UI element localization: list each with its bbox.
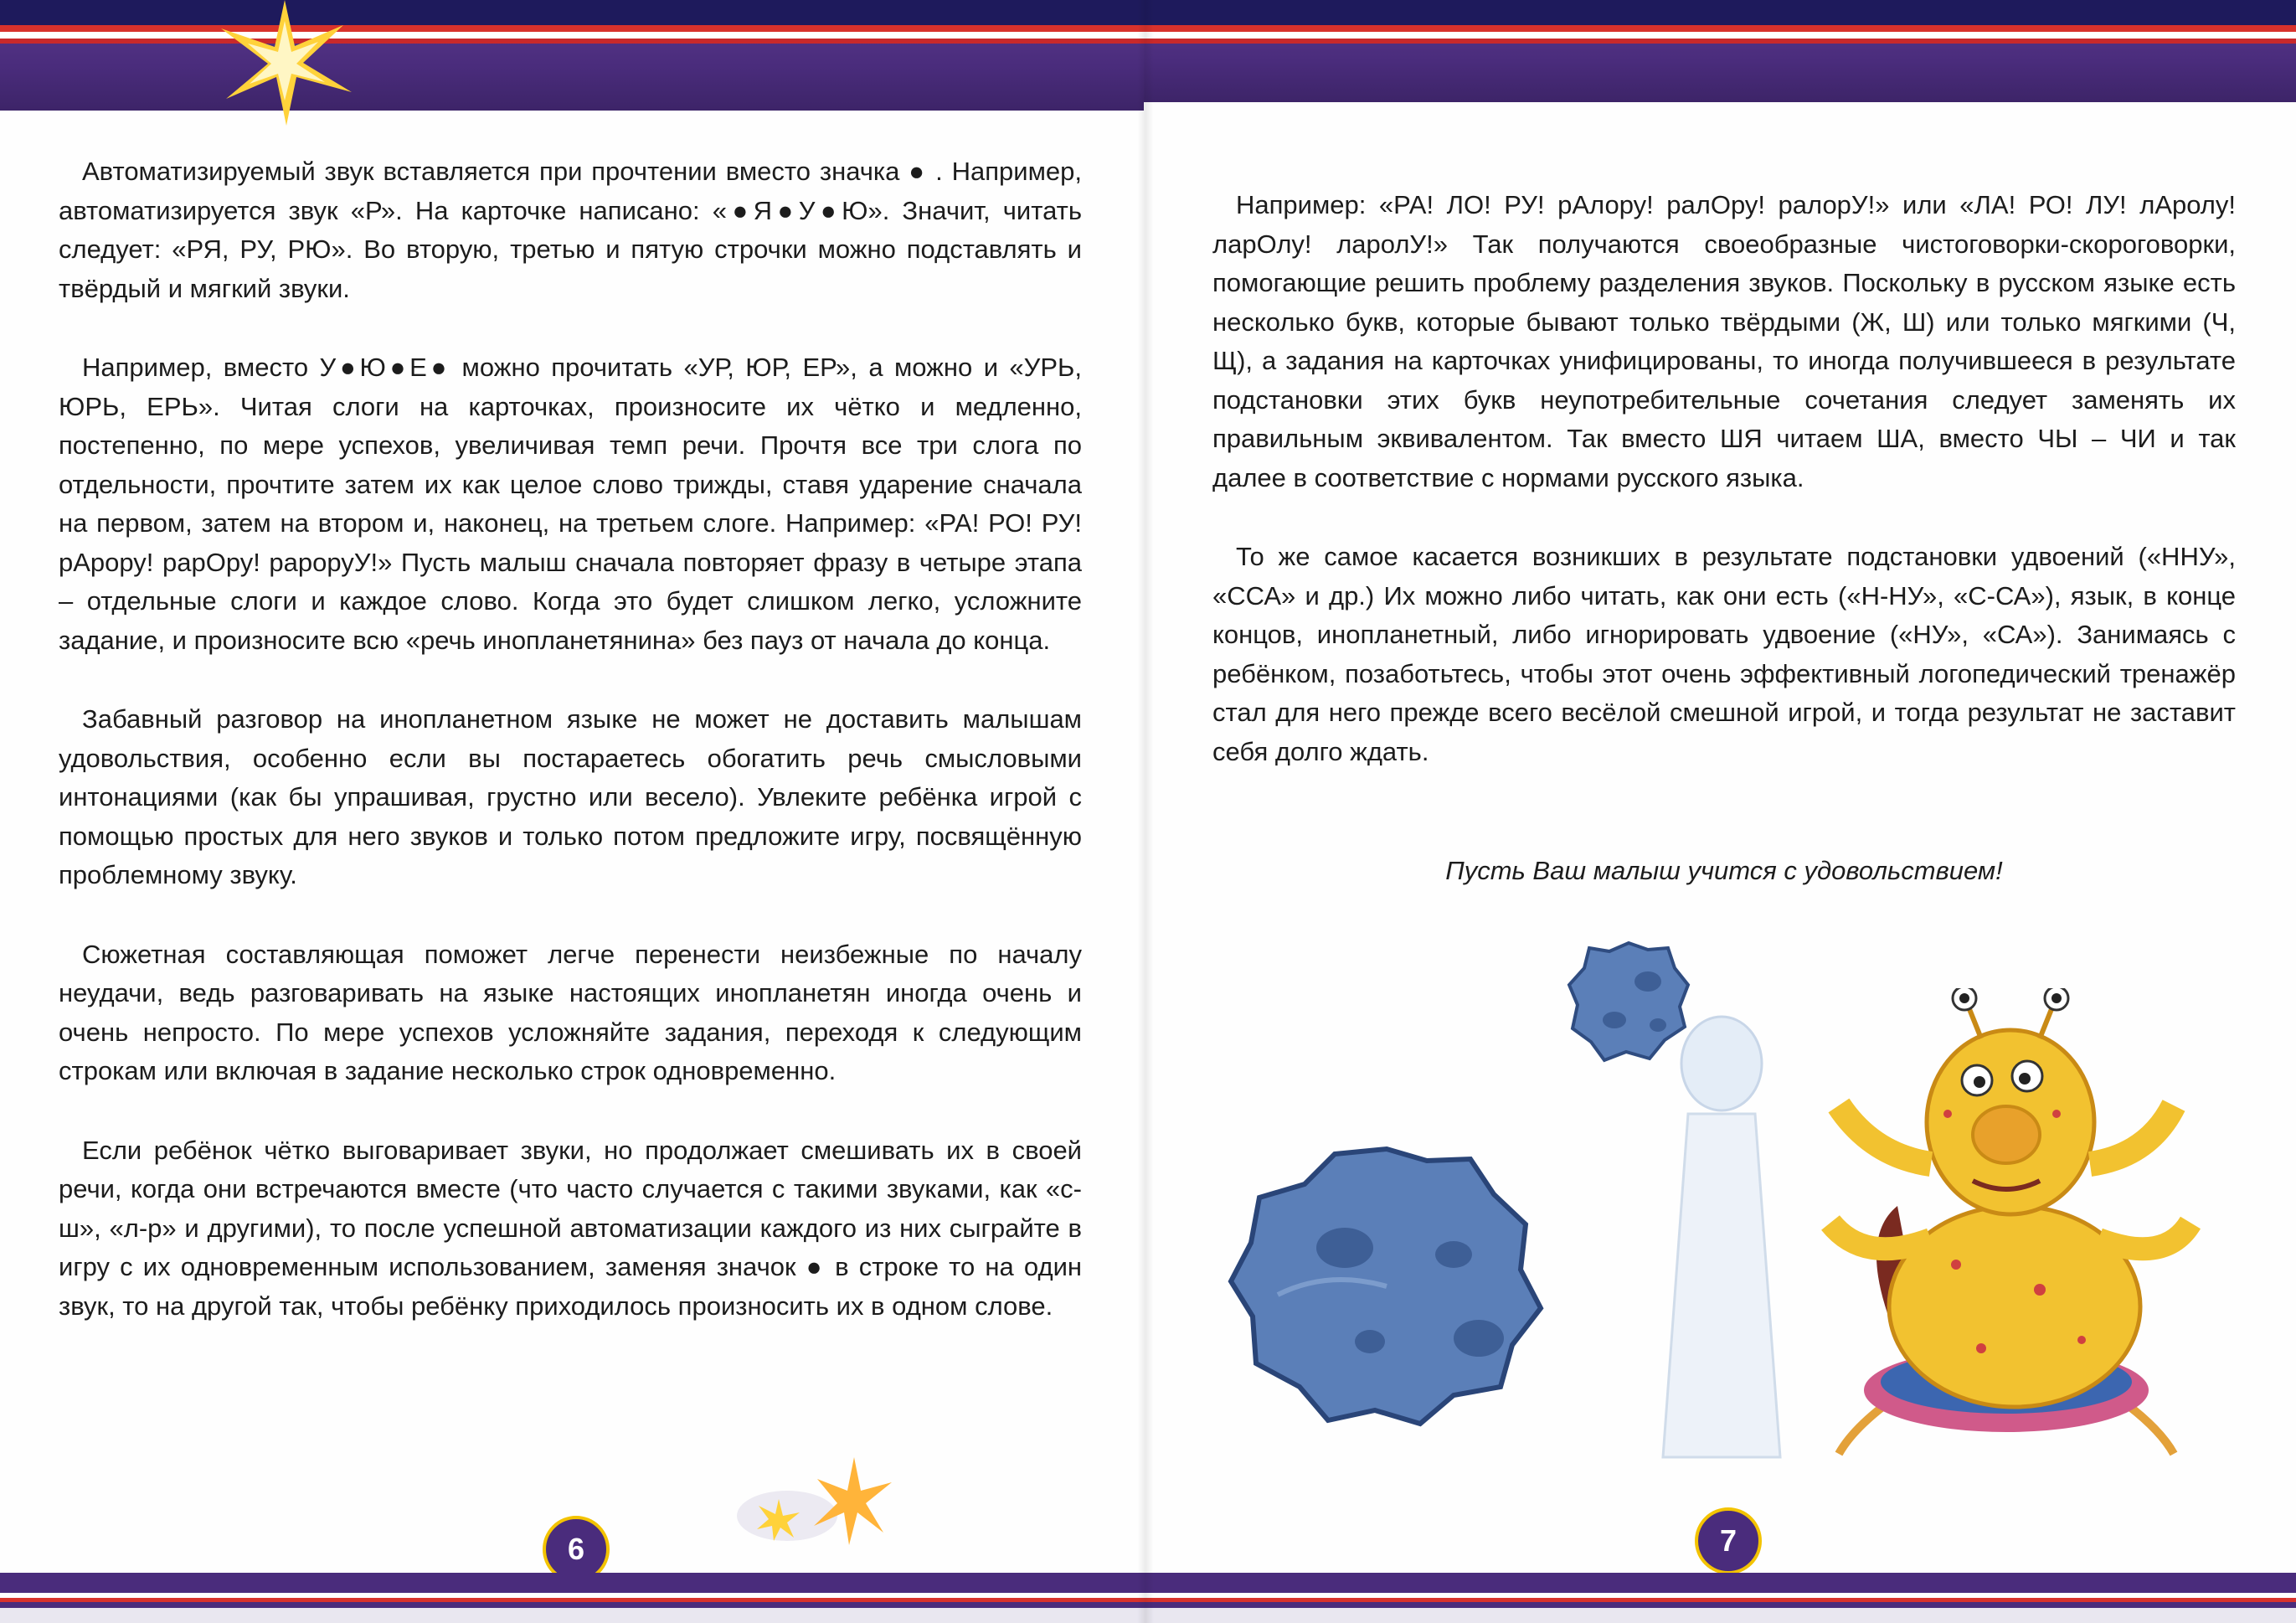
paragraph: Автоматизируемый звук вставляется при прочтении вместо значка ● . Например, автоматизируется звук «Р». На карточке написано: «●Я●У●Ю». Значит, читать следует: «РЯ, РУ, РЮ». Во вторую, третью и пятую строчки можно подставлять и твёрдый и мягкий звуки. (59, 157, 1082, 303)
left-page-text (59, 152, 1082, 1366)
paragraph: Сюжетная составляющая поможет легче перенести неизбежные по началу неудачи, ведь разговаривать на языке настоящих инопланетян иногда очень и очень непросто. По мере успехов усложняйте задания, переходя к следующим строкам или включая в задание несколько строк одновременно. (59, 939, 1082, 1085)
top-banner (1144, 0, 2296, 102)
left-page (0, 0, 1144, 1623)
small-stars-icon (737, 1457, 896, 1549)
bottom-banner (0, 1573, 1144, 1623)
book-gutter (1137, 0, 1154, 1623)
paragraph: Например, вместо У●Ю●Е● можно прочитать «УР, ЮР, ЕР», а можно и «УРЬ, ЮРЬ, ЕРЬ». Читая слоги на карточках, произносите их чётко и медленно, постепенно, по мере успехов, увеличивая темп речи. Прочтя все три слога по отдельности, прочтите затем их как целое слово трижды, ставя ударение сначала на первом, затем на втором и, наконец, на третьем слоге. Например: «РА! РО! РУ! рАрору! рарОру! рароруУ!» Пусть малыш сначала повторяет фразу в четыре этапа – отдельные слоги и каждое слово. Когда это будет слишком легко, усложните задание, и произносите всю «речь инопланетянина» без пауз от начала до конца. (59, 353, 1082, 655)
paragraph: То же самое касается возникших в результате подстановки удвоений («ННУ», «ССА» и др.) Их можно либо читать, как они есть («Н-НУ», «С-СА»), язык, в конце концов, инопланетный, либо игнорировать удвоение («НУ», «СА»). Занимаясь с ребёнком, позаботьтесь, чтобы этот очень эффективный логопедический тренажёр стал для него прежде всего весёлой смешной игрой, и тогда результат не заставит себя долго ждать. (1212, 542, 2236, 766)
paragraph: Если ребёнок чётко выговаривает звуки, но продолжает смешивать их в своей речи, когда они встречаются вместе (что часто случается с такими звуками, как «с-ш», «л-р» и другими), то после успешной автоматизации каждого из них сыграйте в игру с их одновременным использованием, заменяя значок ● в строке то на один звук, то на другой так, чтобы ребёнку приходилось произносить их в одном слове. (59, 1135, 1082, 1321)
large-asteroid-icon (1228, 1144, 1546, 1429)
alien-character-icon (1805, 988, 2207, 1457)
closing-wish: Пусть Ваш малыш учится с удовольствием! (1445, 856, 2003, 885)
top-banner (0, 0, 1144, 111)
paragraph: Забавный разговор на инопланетном языке не может не доставить малышам удовольствия, особенно если вы постараетесь обогатить речь смысловыми интонациями (как бы упрашивая, грустно или весело). Увлеките ребёнка игрой с помощью простых для него звуков и только потом предложите игру, посвящённую проблемному звуку. (59, 704, 1082, 889)
page-number-badge: 7 (1695, 1507, 1762, 1574)
right-page (1144, 0, 2296, 1623)
star-burst-icon (209, 0, 360, 126)
bottom-banner (1144, 1573, 2296, 1623)
faint-figure-icon (1638, 1005, 1805, 1474)
right-page-text (1212, 186, 2236, 812)
paragraph: Например: «РА! ЛО! РУ! рАлору! ралОру! ралорУ!» или «ЛА! РО! ЛУ! лАролу! ларОлу! ларолУ!» Так получаются своеобразные чистоговорки-скороговорки, помогающие решить проблему разделения звуков. Поскольку в русском языке есть несколько букв, которые бывают только твёрдыми (Ж, Ш) или только мягкими (Ч, Щ), а задания на карточках унифицированы, то иногда получившееся в результате подстановки этих букв неупотребительные сочетания следует заменять их правильным эквивалентом. Так вместо ШЯ читаем ША, вместо ЧЫ – ЧИ и так далее в соответствие с нормами русского языка. (1212, 190, 2236, 492)
page-number-badge: 6 (543, 1516, 610, 1583)
